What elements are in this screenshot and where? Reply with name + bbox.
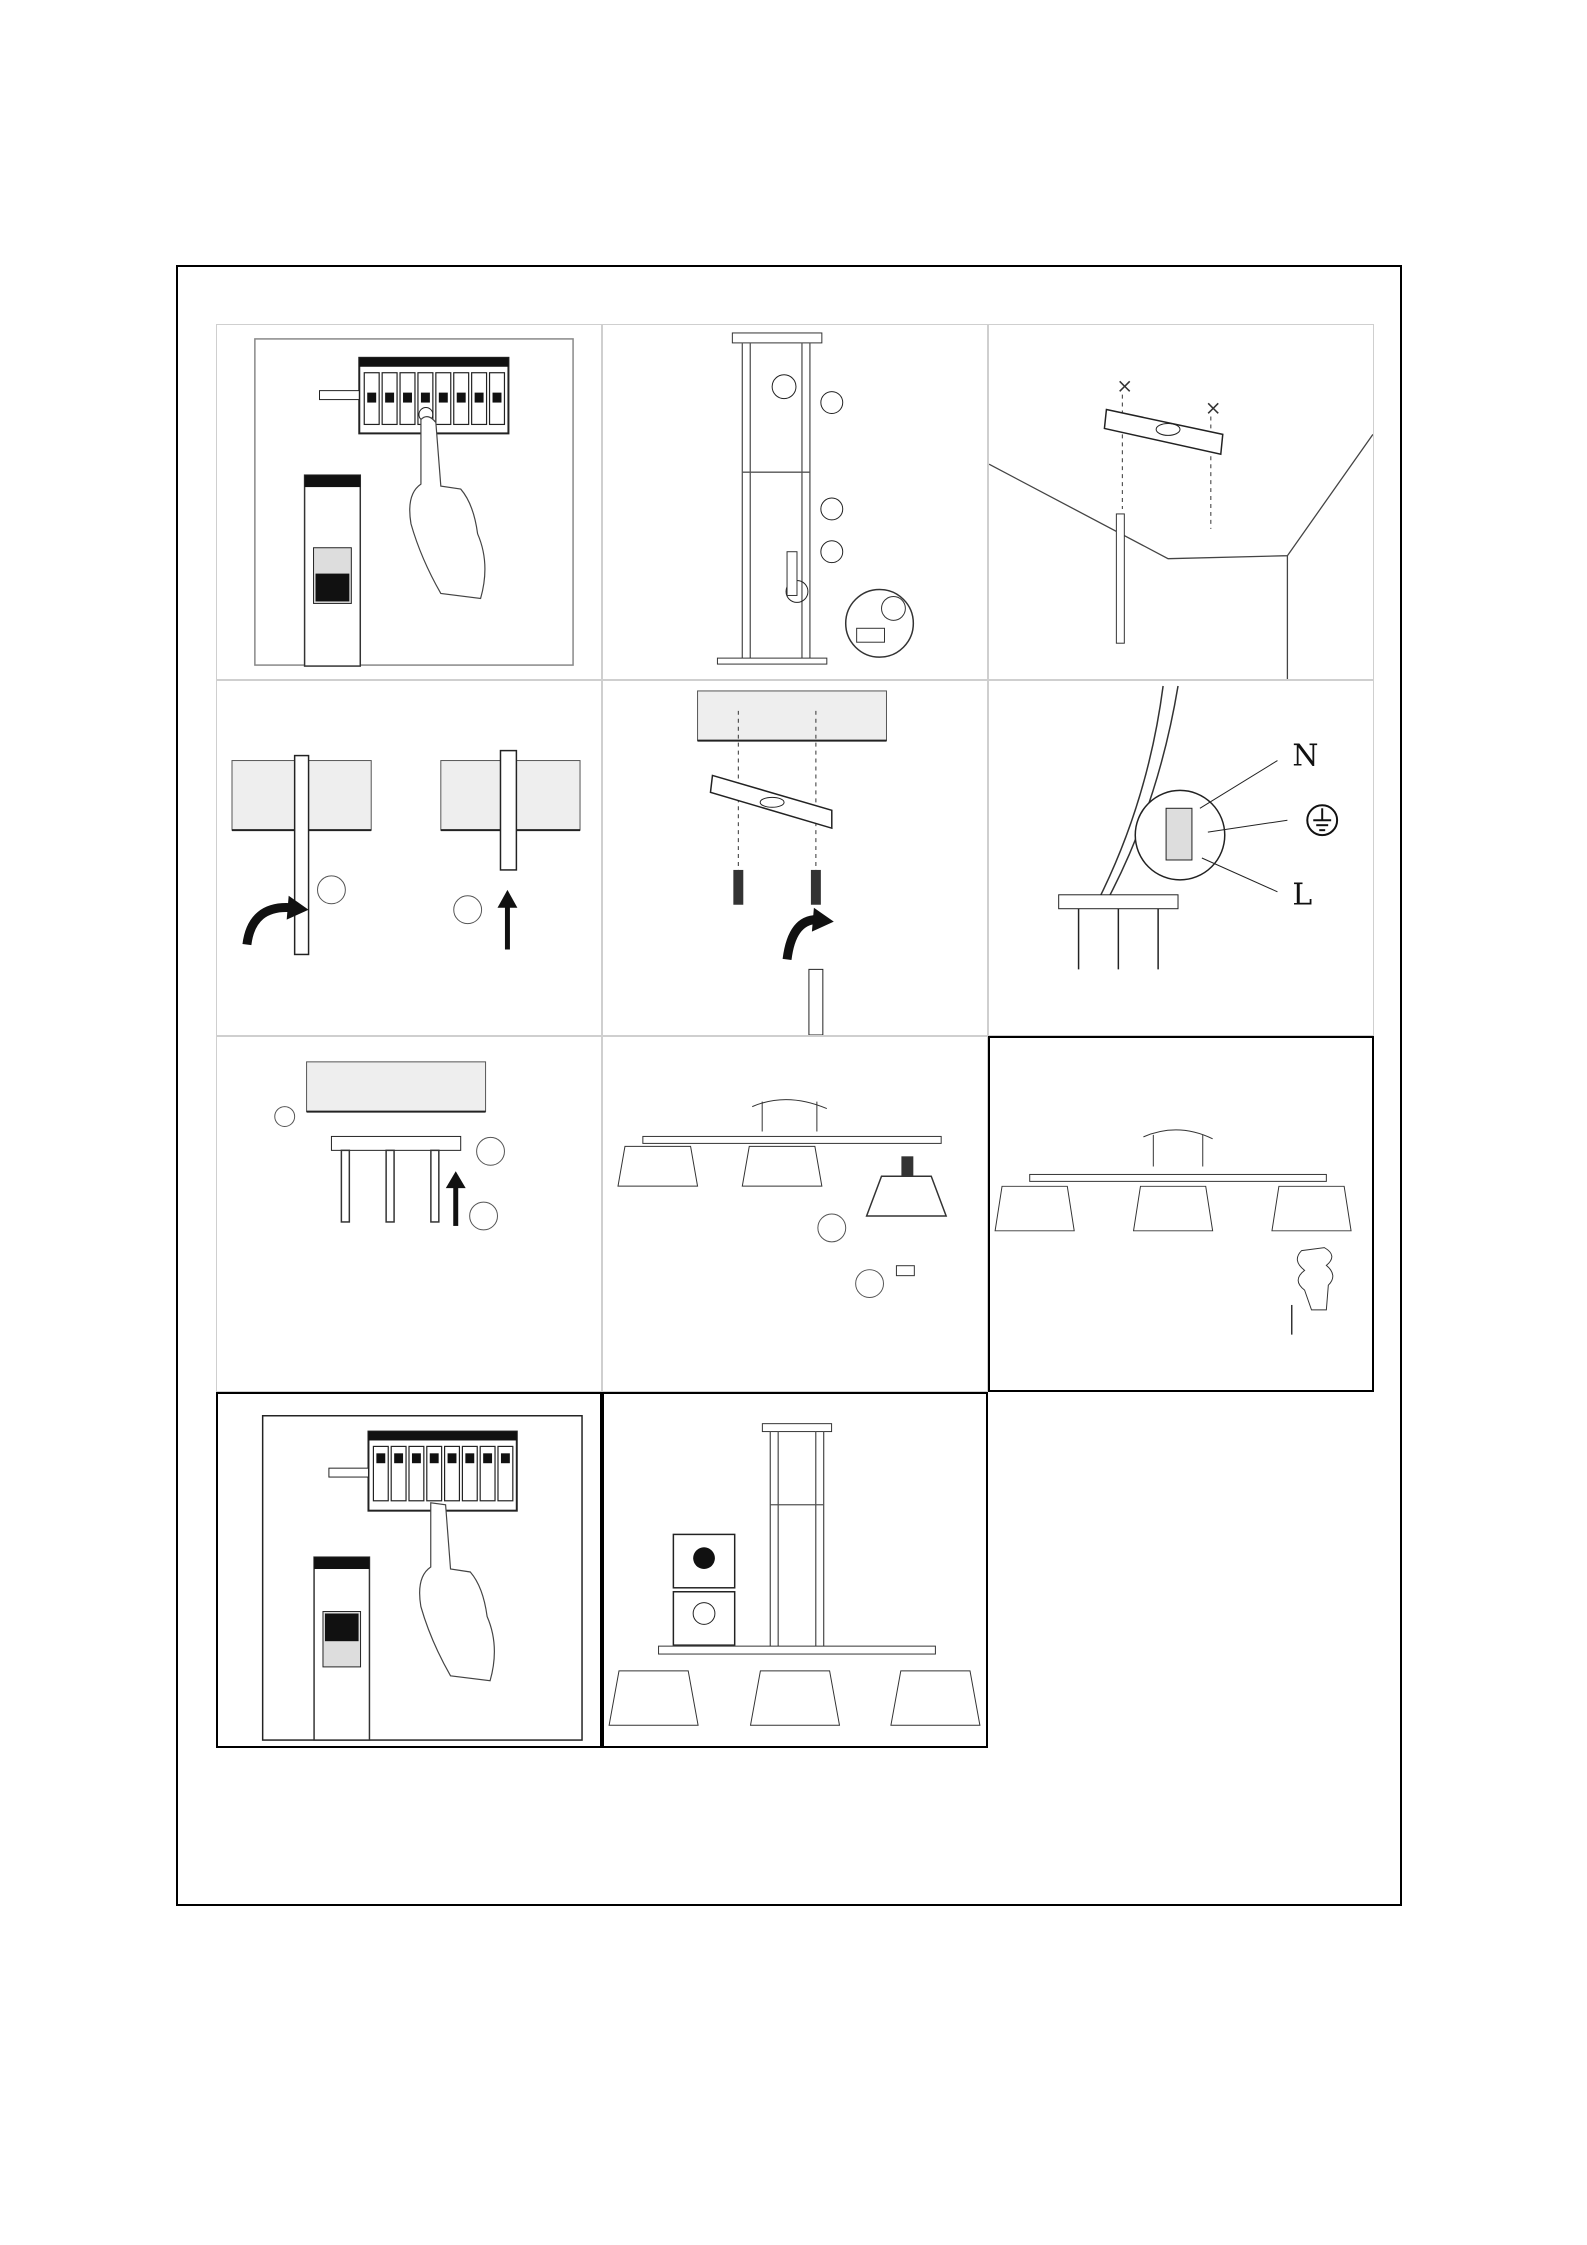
finished-lamp-icon xyxy=(604,1394,986,1746)
earth-symbol-icon xyxy=(1307,805,1337,835)
connect-wires-icon xyxy=(989,681,1373,1035)
step-11-finished-panel xyxy=(602,1392,988,1748)
step-2-rod-assembly-panel xyxy=(602,324,988,680)
step-7-canopy-panel xyxy=(216,1036,602,1392)
step-8-shade-panel xyxy=(602,1036,988,1392)
svg-text:×: × xyxy=(1116,374,1134,398)
step-4-drill-panel xyxy=(216,680,602,1036)
neutral-label: N xyxy=(1292,738,1319,774)
mark-drill-points-icon xyxy=(989,325,1373,679)
step-9-bulb-panel xyxy=(988,1036,1374,1392)
pendant-rod-assembly-icon xyxy=(603,325,987,679)
fix-canopy-icon xyxy=(217,1037,601,1391)
fuse-box-switch-off-icon xyxy=(217,325,601,679)
step-6-wiring-panel xyxy=(988,680,1374,1036)
drill-and-insert-plug-icon xyxy=(217,681,601,1035)
insert-bulb-icon xyxy=(990,1038,1372,1390)
instruction-sheet-frame xyxy=(176,265,1402,1906)
step-10-switch-on-panel xyxy=(216,1392,602,1748)
svg-text:×: × xyxy=(1204,396,1222,420)
step-5-screw-bracket-panel xyxy=(602,680,988,1036)
screw-bracket-to-ceiling-icon xyxy=(603,681,987,1035)
step-1-switch-off-panel xyxy=(216,324,602,680)
fuse-box-switch-on-icon xyxy=(218,1394,600,1746)
step-3-mark-ceiling-panel xyxy=(988,324,1374,680)
attach-shade-icon xyxy=(603,1037,987,1391)
live-label: L xyxy=(1292,877,1313,913)
